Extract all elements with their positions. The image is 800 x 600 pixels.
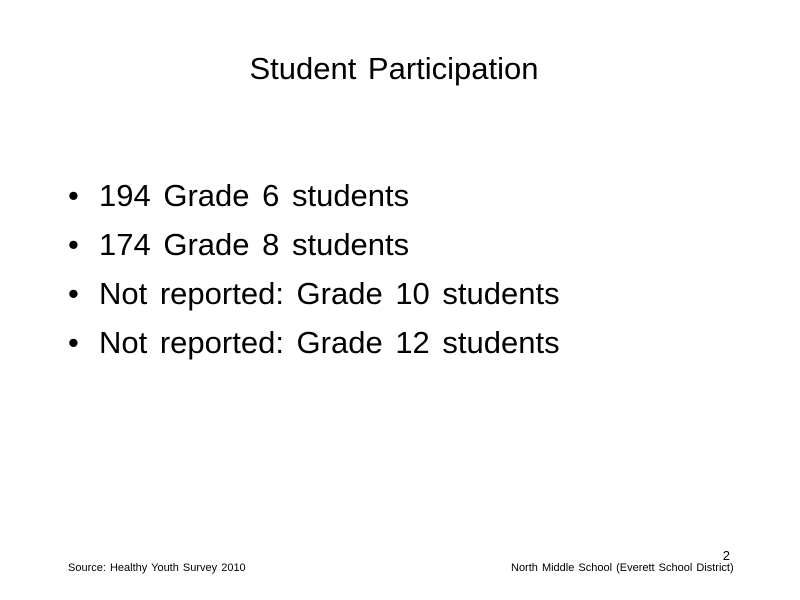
footer-school: North Middle School (Everett School District) [511, 562, 734, 574]
bullet-icon: • [68, 178, 79, 213]
slide-title: Student Participation [249, 51, 539, 86]
slide-number: 2 [722, 548, 730, 563]
footer-source: Source: Healthy Youth Survey 2010 [68, 562, 246, 574]
bullet-text: 194 Grade 6 students [99, 178, 410, 213]
bullet-text: Not reported: Grade 10 students [99, 276, 560, 311]
bullet-icon: • [68, 227, 79, 262]
bullet-text: 174 Grade 8 students [99, 227, 410, 262]
bullet-icon: • [68, 276, 79, 311]
bullet-text: Not reported: Grade 12 students [99, 325, 560, 360]
bullet-icon: • [68, 325, 79, 360]
